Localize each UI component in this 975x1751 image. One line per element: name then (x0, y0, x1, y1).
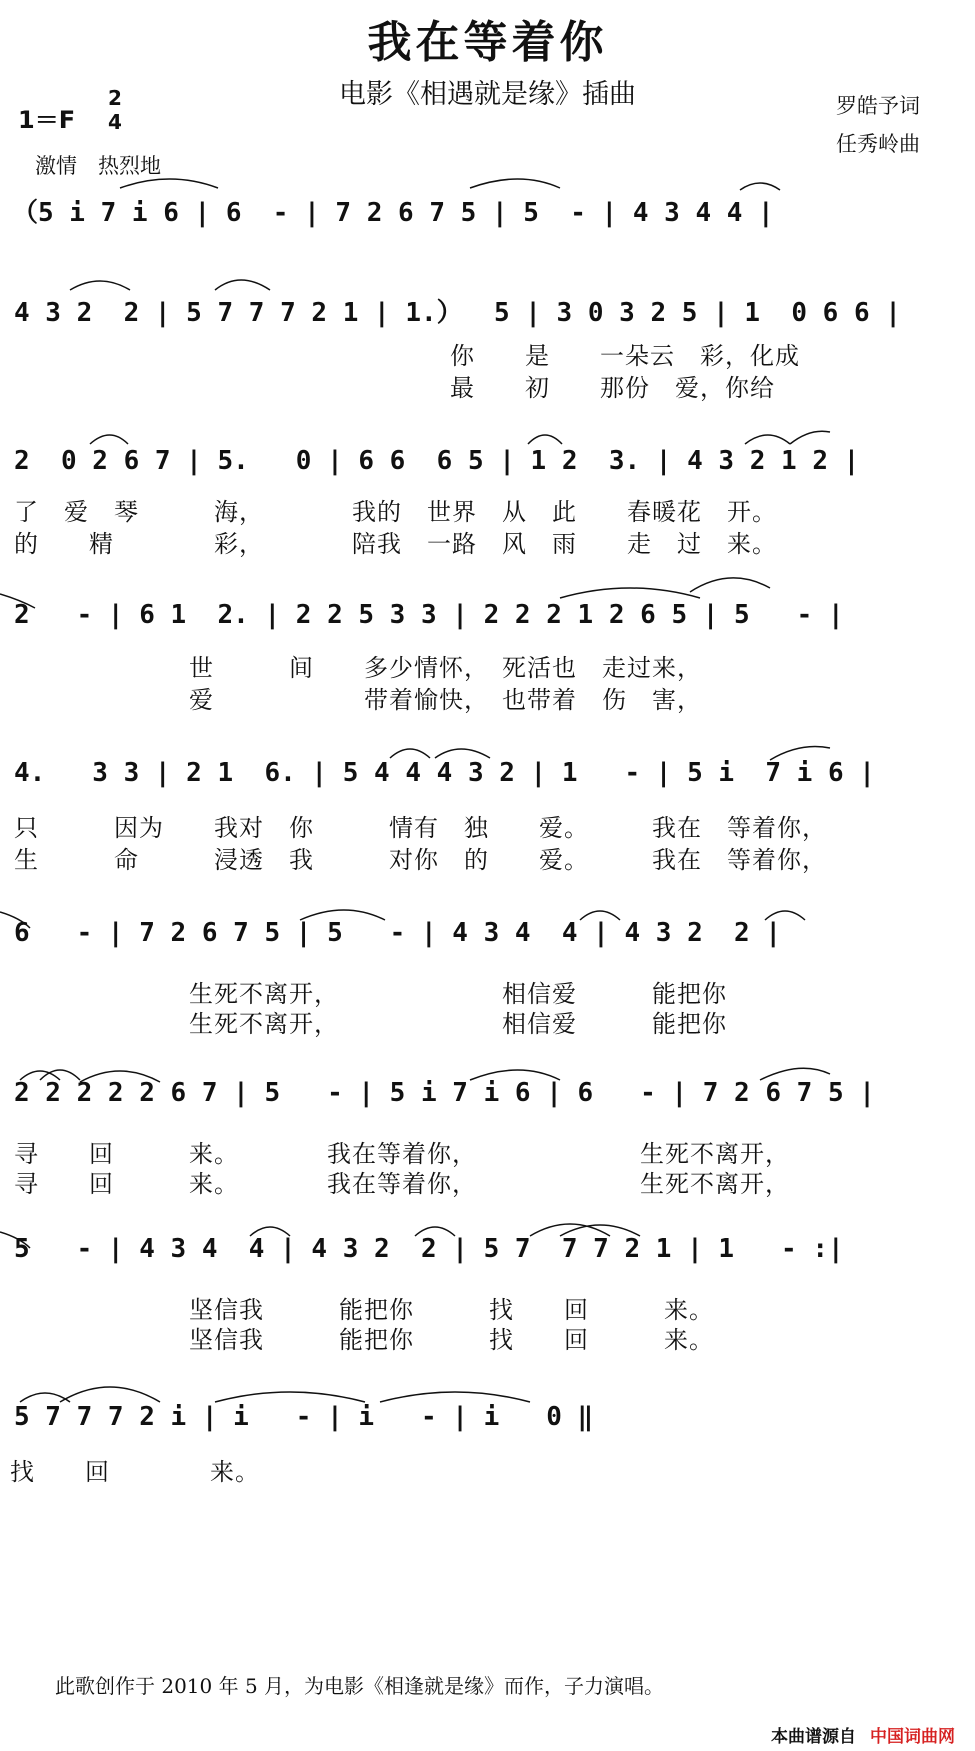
footnote: 此歌创作于 2010 年 5 月，为电影《相逢就是缘》而作，子力演唱。 (55, 1674, 665, 1698)
lyric-verse-1: 生死不离开， 相信爱 能把你 (14, 980, 727, 1008)
meter-bottom: 4 (108, 110, 122, 134)
notation-line: 6 - | 7 2 6 7 5 | 5 - | 4 3 4 4 | 4 3 2 2 | (14, 918, 782, 948)
notation-line: 5 7 7 7 2 i | i - | i - | i 0 ‖ (14, 1402, 594, 1432)
notation-line: 5 - | 4 3 4 4 | 4 3 2 2 | 5 7 7 7 2 1 | 1 - :| (14, 1234, 844, 1264)
lyric-verse-2: 爱 带着愉快， 也带着 伤 害， (14, 686, 702, 714)
lyric-verse-1: 找 回 来。 (10, 1458, 260, 1486)
lyric-verse-2: 的 精 彩， 陪我 一路 风 雨 走 过 来。 (14, 530, 777, 558)
tempo-marking: 激情 热烈地 (35, 154, 161, 178)
notation-line: 2 0 2 6 7 | 5. 0 | 6 6 6 5 | 1 2 3. | 4 3 2 1 2 | (14, 446, 860, 476)
notation-line: 4 3 2 2 | 5 7 7 7 2 1 | 1.） 5 | 3 0 3 2 5 | 1 0 6 6 | (14, 298, 901, 328)
lyric-verse-2: 坚信我 能把你 找 回 来。 (14, 1326, 714, 1354)
time-signature (108, 86, 122, 134)
lyric-verse-1: 坚信我 能把你 找 回 来。 (14, 1296, 714, 1324)
key-signature: 1＝F (18, 106, 76, 134)
notation-line: （5 i 7 i 6 | 6 - | 7 2 6 7 5 | 5 - | 4 3 4 4 | (12, 198, 774, 228)
lyric-verse-1: 了 爱 琴 海， 我的 世界 从 此 春暖花 开。 (14, 498, 777, 526)
notation-line: 2 - | 6 1 2. | 2 2 5 3 3 | 2 2 2 1 2 6 5 | 5 - | (14, 600, 844, 630)
lyric-verse-2: 生死不离开， 相信爱 能把你 (14, 1010, 727, 1038)
lyric-verse-1: 你 是 一朵云 彩，化成 (450, 342, 800, 370)
song-title: 我在等着你 (367, 17, 608, 68)
lyric-verse-1: 世 间 多少情怀， 死活也 走过来， (14, 654, 702, 682)
lyric-verse-2: 最 初 那份 爱，你给 (450, 374, 775, 402)
composer-credit: 任秀岭曲 (836, 132, 920, 156)
source-site: 中国词曲网 (870, 1727, 955, 1747)
notation-line: 4. 3 3 | 2 1 6. | 5 4 4 4 3 2 | 1 - | 5 i 7 i 6 | (14, 758, 875, 788)
lyric-verse-2: 生 命 浸透 我 对你 的 爱。 我在 等着你， (14, 846, 827, 874)
lyricist-credit: 罗皓予词 (836, 94, 920, 118)
lyric-verse-1: 寻 回 来。 我在等着你， 生死不离开， (14, 1140, 790, 1168)
lyric-verse-1: 只 因为 我对 你 情有 独 爱。 我在 等着你， (14, 814, 827, 842)
source-credit (771, 1722, 955, 1747)
notation-line: 2 2 2 2 2 6 7 | 5 - | 5 i 7 i 6 | 6 - | 7 2 6 7 5 | (14, 1078, 875, 1108)
source-label: 本曲谱源自 (771, 1727, 856, 1747)
song-subtitle: 电影《相遇就是缘》插曲 (339, 79, 636, 110)
lyric-verse-2: 寻 回 来。 我在等着你， 生死不离开， (14, 1170, 790, 1198)
meter-top: 2 (108, 86, 122, 110)
